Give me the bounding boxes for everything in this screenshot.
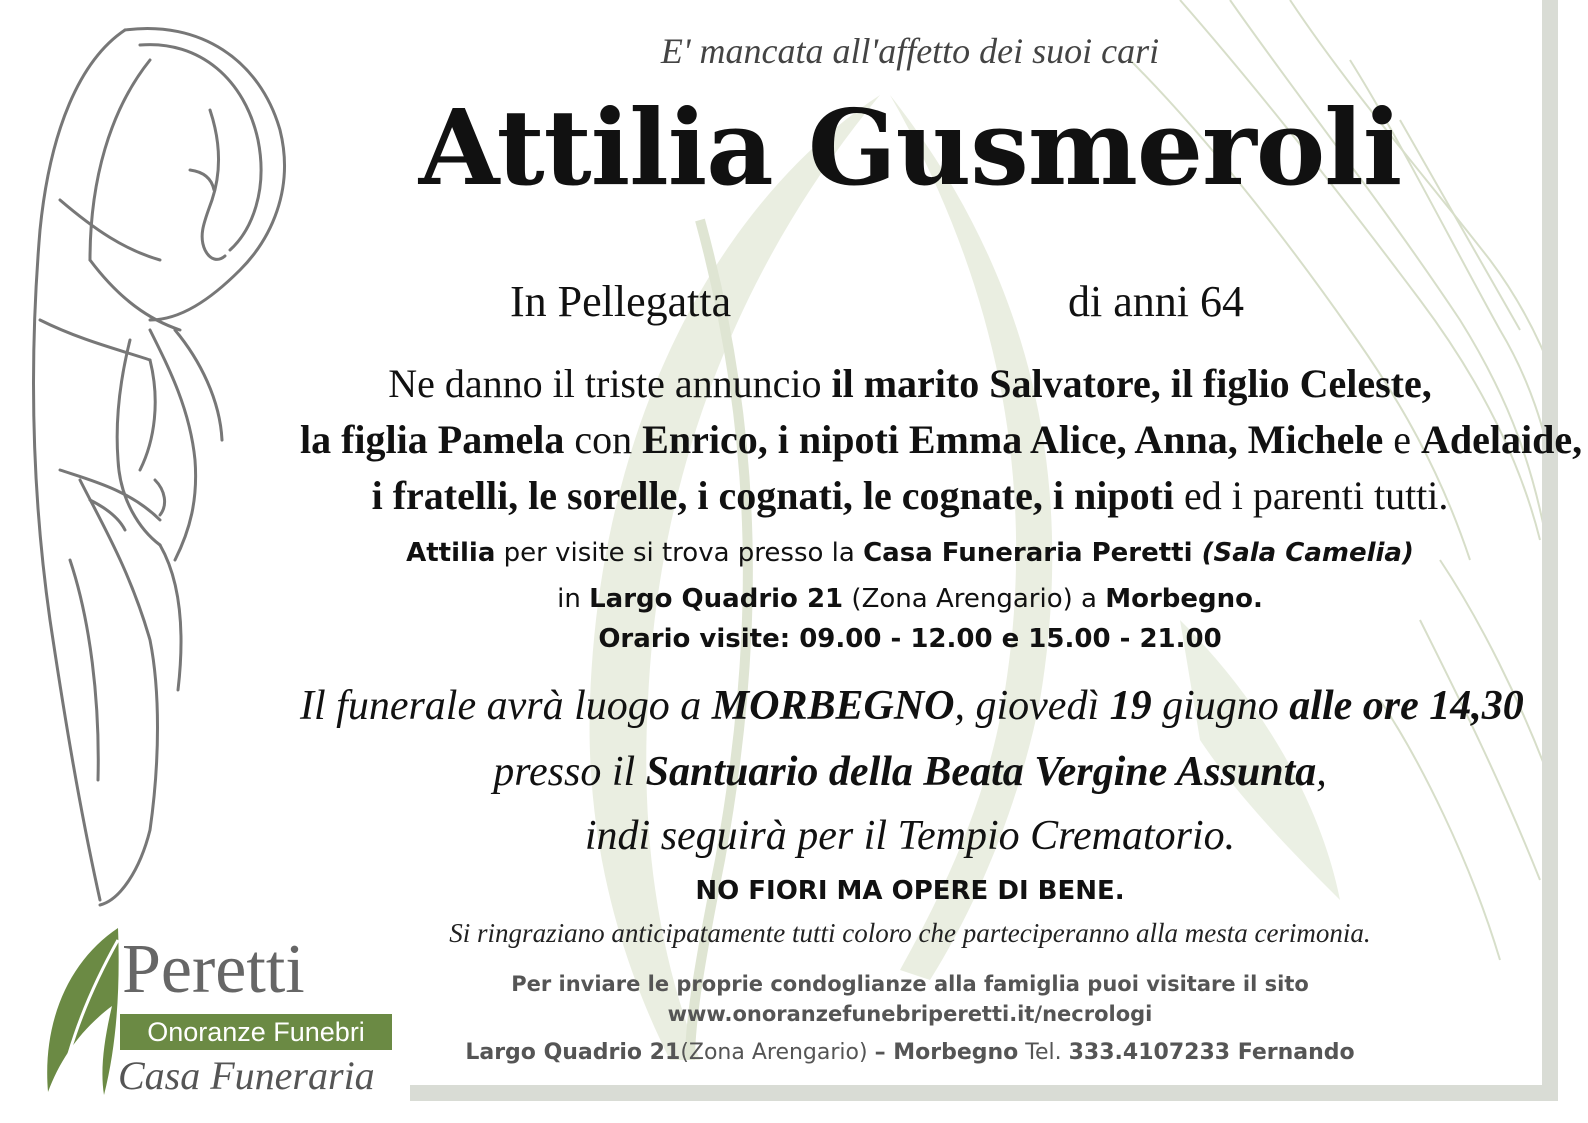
footer-address — [300, 1040, 1520, 1065]
deceased-name: Attilia Gusmeroli — [418, 86, 1402, 209]
visit-line-2-part-a: in — [557, 584, 590, 614]
funeral-line-2-part-c: , — [1316, 749, 1327, 795]
logo-subtitle: Casa Funeraria — [118, 1053, 375, 1098]
visit-line-2-part-b: Largo Quadrio 21 — [589, 584, 844, 614]
family-line-2-part-d: e — [1383, 417, 1422, 462]
frame-bottom-border — [410, 1085, 1558, 1101]
family-line-3 — [300, 468, 1520, 524]
funeral-line-1-part-e: giugno — [1151, 683, 1290, 729]
family-line-2-part-e: Adelaide, — [1421, 417, 1583, 462]
visit-line-2-part-d: Morbegno. — [1105, 584, 1263, 614]
family-line-1-part-a: Ne danno il triste annuncio — [388, 361, 832, 406]
funeral-line-1-part-b: MORBEGNO — [711, 683, 955, 729]
footer-address-part-b: (Zona Arengario) — [680, 1040, 875, 1065]
condolences-text: Per inviare le proprie condoglianze alla famiglia puoi visitare il sito — [511, 972, 1309, 996]
visit-hours: Orario visite: 09.00 - 12.00 e 15.00 - 21.00 — [598, 624, 1222, 654]
visit-line-1-part-b: per visite si trova presso la — [495, 538, 864, 568]
funeral-line-2 — [300, 748, 1520, 796]
family-line-3-part-a: i fratelli, le sorelle, i cognati, le cognate, i nipoti — [371, 473, 1175, 518]
funeral-line-1 — [300, 682, 1524, 730]
age-text: di anni 64 — [1068, 277, 1244, 326]
visit-line-1-part-c: Casa Funeraria Peretti — [863, 538, 1193, 568]
funeral-line-1-part-c: , giovedì — [954, 683, 1110, 729]
visit-line-1-part-d: (Sala Camelia) — [1192, 538, 1414, 568]
intro-text: E' mancata all'affetto dei suoi cari — [660, 31, 1160, 71]
funeral-line-1-part-a: Il funerale avrà luogo a — [300, 683, 712, 729]
funeral-line-2-part-a: presso il — [493, 749, 646, 795]
family-line-2 — [300, 412, 1583, 468]
family-line-3-part-b: ed i parenti tutti. — [1174, 473, 1449, 518]
married-name: In Pellegatta — [510, 277, 732, 326]
footer-address-part-c: – Morbegno — [874, 1040, 1019, 1065]
funeral-line-2-part-b: Santuario della Beata Vergine Assunta — [645, 749, 1317, 795]
funeral-line-1-part-f: alle ore 14,30 — [1289, 683, 1524, 729]
footer-phone: 333.4107233 Fernando — [1068, 1040, 1355, 1065]
visit-line-2 — [300, 584, 1520, 614]
logo-tagline: Onoranze Funebri — [120, 1014, 392, 1050]
frame-right-border — [1542, 0, 1558, 1085]
logo-name: Peretti — [122, 931, 305, 1008]
thanks-note: Si ringraziano anticipatamente tutti coloro che parteciperanno alla mesta cerimonia. — [449, 918, 1371, 948]
family-line-1 — [300, 356, 1520, 412]
family-line-2-part-a: la figlia Pamela — [300, 417, 565, 462]
funeral-line-3: indi seguirà per il Tempio Crematorio. — [584, 813, 1236, 859]
footer-address-part-d: Tel. — [1018, 1040, 1069, 1065]
visit-line-2-part-c: (Zona Arengario) a — [843, 584, 1106, 614]
funeral-line-1-part-d: 19 — [1109, 683, 1152, 729]
family-line-2-part-c: Enrico, i nipoti Emma Alice, Anna, Michele — [642, 417, 1384, 462]
visit-line-1-part-a: Attilia — [406, 538, 496, 568]
family-line-1-part-b: il marito Salvatore, il figlio Celeste, — [831, 361, 1432, 406]
website-link[interactable]: www.onoranzefunebriperetti.it/necrologi — [667, 1002, 1153, 1026]
family-line-2-part-b: con — [564, 417, 643, 462]
footer-address-part-a: Largo Quadrio 21 — [465, 1040, 681, 1065]
no-flowers-note: NO FIORI MA OPERE DI BENE. — [695, 876, 1125, 906]
visit-line-1 — [300, 538, 1520, 568]
